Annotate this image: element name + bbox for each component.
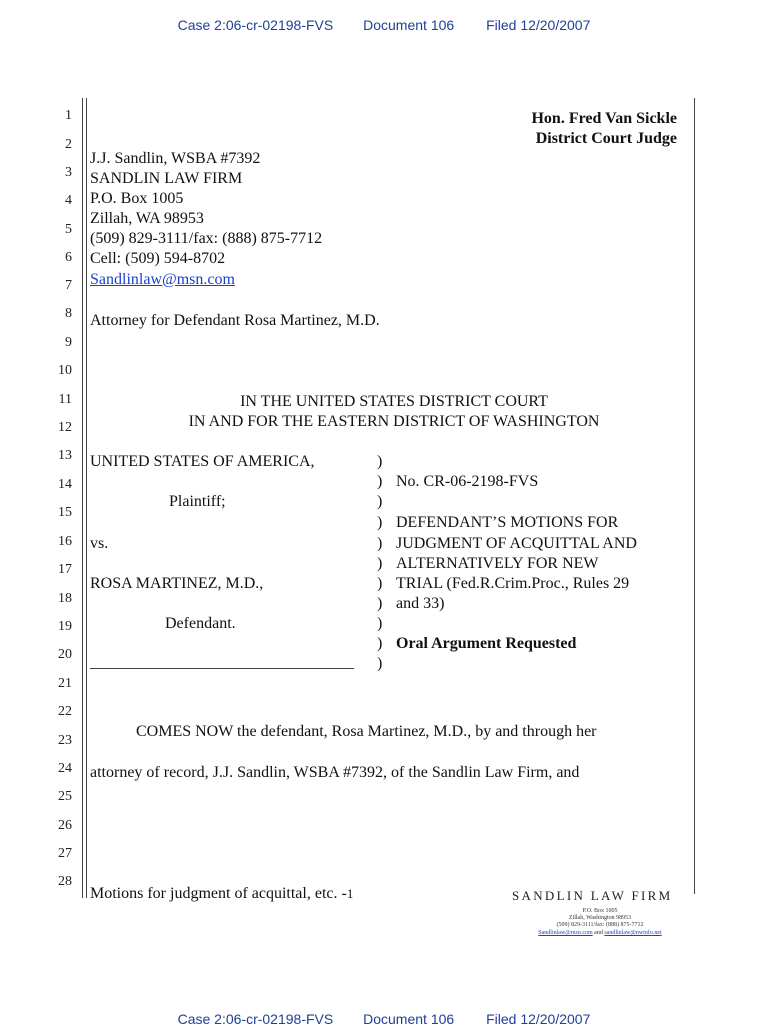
footer-firm-name: SANDLIN LAW FIRM xyxy=(512,888,673,903)
line-number: 22 xyxy=(58,704,72,719)
line-number: 10 xyxy=(58,363,72,378)
line-number: 9 xyxy=(65,335,72,350)
caption-paren: ) xyxy=(377,575,383,592)
motion-line-2: JUDGMENT OF ACQUITTAL AND xyxy=(396,535,637,552)
line-number: 5 xyxy=(65,222,72,237)
line-number: 12 xyxy=(58,420,72,435)
right-margin-rule xyxy=(694,98,695,894)
line-number: 16 xyxy=(58,534,72,549)
caption-paren: ) xyxy=(377,595,383,612)
court-heading-line2: IN AND FOR THE EASTERN DISTRICT OF WASHINGTON xyxy=(188,413,600,430)
caption-paren: ) xyxy=(377,635,383,652)
caption-paren: ) xyxy=(377,493,383,510)
caption-paren: ) xyxy=(377,473,383,490)
defendant-role: Defendant. xyxy=(165,615,236,632)
case-header-bottom xyxy=(0,1011,768,1027)
line-number: 28 xyxy=(58,874,72,889)
plaintiff-role: Plaintiff; xyxy=(169,493,226,510)
line-number: 19 xyxy=(58,619,72,634)
caption-paren: ) xyxy=(377,514,383,531)
motion-line-1: DEFENDANT’S MOTIONS FOR xyxy=(396,514,619,531)
caption-paren: ) xyxy=(377,453,383,470)
attorney-city: Zillah, WA 98953 xyxy=(90,210,204,227)
body-line-2: attorney of record, J.J. Sandlin, WSBA #7392, of the Sandlin Law Firm, and xyxy=(90,764,580,781)
caption-paren: ) xyxy=(377,615,383,632)
line-number: 2 xyxy=(65,137,72,152)
judge-name: Hon. Fred Van Sickle xyxy=(531,110,677,127)
line-number: 3 xyxy=(65,165,72,180)
line-number: 25 xyxy=(58,789,72,804)
case-header-top xyxy=(0,17,768,33)
line-number: 13 xyxy=(58,448,72,463)
motion-line-5: and 33) xyxy=(396,595,445,612)
footer-firm-po: P.O. Box 1005 xyxy=(582,908,618,914)
line-number: 4 xyxy=(65,193,72,208)
footer-email-1-link[interactable]: Sandlinlaw@msn.com xyxy=(538,930,593,936)
footer-email-and: and xyxy=(594,930,603,936)
caption-paren: ) xyxy=(377,555,383,572)
case-number-bottom: Case 2:06-cr-02198-FVS xyxy=(177,1011,334,1027)
case-no: No. CR-06-2198-FVS xyxy=(396,473,539,490)
filed-date: Filed 12/20/2007 xyxy=(486,17,591,33)
line-number: 14 xyxy=(58,477,72,492)
line-number: 17 xyxy=(58,562,72,577)
left-margin-rule-outer xyxy=(82,98,83,898)
filed-date-bottom: Filed 12/20/2007 xyxy=(486,1011,591,1027)
footer-firm-city: Zillah, Washington 98953 xyxy=(568,915,632,921)
case-number: Case 2:06-cr-02198-FVS xyxy=(177,17,334,33)
line-number: 23 xyxy=(58,733,72,748)
left-margin-rule-inner xyxy=(86,98,87,898)
caption-paren: ) xyxy=(377,655,383,672)
footer-title xyxy=(90,886,353,902)
attorney-po-box: P.O. Box 1005 xyxy=(90,190,184,207)
line-number: 24 xyxy=(58,761,72,776)
attorney-role: Attorney for Defendant Rosa Martinez, M.D. xyxy=(90,312,380,329)
line-number: 18 xyxy=(58,591,72,606)
footer-firm-emails xyxy=(512,930,688,936)
attorney-cell: Cell: (509) 594-8702 xyxy=(90,250,226,267)
line-number: 11 xyxy=(58,392,72,407)
attorney-email-link[interactable]: Sandlinlaw@msn.com xyxy=(90,271,235,288)
line-number: 8 xyxy=(65,306,72,321)
line-number: 1 xyxy=(65,108,72,123)
page-number: 1 xyxy=(346,886,354,901)
caption-signature-line: _________________________________ xyxy=(90,654,354,671)
attorney-phone: (509) 829-3111/fax: (888) 875-7712 xyxy=(90,230,323,247)
line-number: 15 xyxy=(58,505,72,520)
court-heading-line1: IN THE UNITED STATES DISTRICT COURT xyxy=(240,393,548,410)
defendant-name: ROSA MARTINEZ, M.D., xyxy=(90,575,264,592)
versus: vs. xyxy=(90,535,109,552)
oral-argument: Oral Argument Requested xyxy=(396,635,577,652)
body-line-1: COMES NOW the defendant, Rosa Martinez, M.D., by and through her xyxy=(136,723,597,740)
line-number: 6 xyxy=(65,250,72,265)
document-number: Document 106 xyxy=(363,17,455,33)
caption-paren: ) xyxy=(377,535,383,552)
motion-line-4: TRIAL (Fed.R.Crim.Proc., Rules 29 xyxy=(396,575,630,592)
attorney-firm: SANDLIN LAW FIRM xyxy=(90,170,243,187)
plaintiff-name: UNITED STATES OF AMERICA, xyxy=(90,453,315,470)
judge-title: District Court Judge xyxy=(535,130,677,147)
line-number: 27 xyxy=(58,846,72,861)
footer-firm-phone: (509) 829-3111/fax: (888) 875-7712 xyxy=(556,922,644,928)
line-number: 20 xyxy=(58,647,72,662)
line-number: 7 xyxy=(65,278,72,293)
line-number: 21 xyxy=(58,676,72,691)
footer-email-2-link[interactable]: sandlinlaw@nwinfo.net xyxy=(604,930,662,936)
footer-title-text: Motions for judgment of acquittal, etc. - xyxy=(90,885,347,902)
document-number-bottom: Document 106 xyxy=(363,1011,455,1027)
motion-line-3: ALTERNATIVELY FOR NEW xyxy=(396,555,599,572)
line-number: 26 xyxy=(58,818,72,833)
attorney-name: J.J. Sandlin, WSBA #7392 xyxy=(90,150,261,167)
